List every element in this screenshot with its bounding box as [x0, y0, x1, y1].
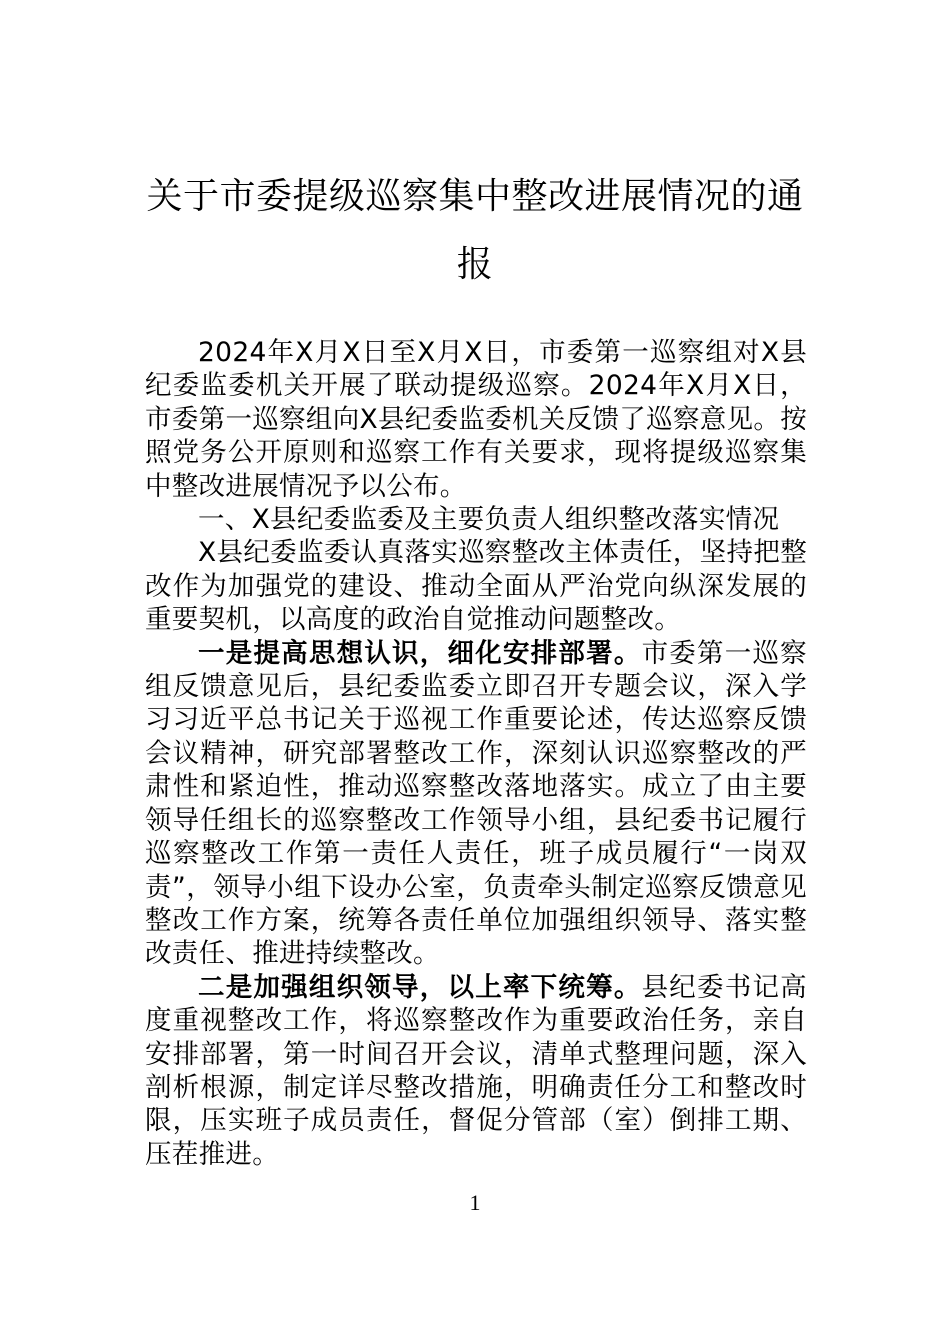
point-1-paragraph: [145, 637, 807, 971]
paragraph-text: X县纪委监委认真落实巡察整改主体责任，坚持把整改作为加强党的建设、推动全面从严治党向纵深发展的重要契机，以高度的政治自觉推动问题整改。: [145, 537, 807, 636]
section-heading-text: 一、X县纪委监委及主要负责人组织整改落实情况: [198, 504, 780, 536]
paragraph-text: 2024年X月X日至X月X日，市委第一巡察组对X县纪委监委机关开展了联动提级巡察。2024年X月X日，市委第一巡察组向X县纪委监委机关反馈了巡察意见。按照党务公开原则和巡察工作有关要求，现将提级巡察集中整改进展情况予以公布。: [145, 337, 807, 502]
intro-paragraph: [145, 336, 807, 503]
document-title: [145, 163, 805, 299]
title-line-2: 报: [456, 244, 494, 285]
section-1-intro-paragraph: [145, 536, 807, 636]
point-2-lead: 二是加强组织领导，以上率下统筹。: [198, 971, 642, 1003]
page-number: 1: [469, 1190, 481, 1215]
section-heading-1: [145, 503, 807, 536]
document-body: [145, 336, 807, 1171]
point-1-lead: 一是提高思想认识，细化安排部署。: [198, 637, 642, 669]
paragraph-text: 市委第一巡察组反馈意见后，县纪委监委立即召开专题会议，深入学习习近平总书记关于巡视工作重要论述，传达巡察反馈会议精神，研究部署整改工作，深刻认识巡察整改的严肃性和紧迫性，推动巡察整改落地落实。成立了由主要领导任组长的巡察整改工作领导小组，县纪委书记履行巡察整改工作第一责任人责任，班子成员履行“一岗双责”，领导小组下设办公室，负责牵头制定巡察反馈意见整改工作方案，统筹各责任单位加强组织领导、落实整改责任、推进持续整改。: [145, 637, 807, 970]
point-2-paragraph: [145, 971, 807, 1171]
title-line-1: 关于市委提级巡察集中整改进展情况的通: [146, 176, 804, 217]
paragraph-text: 县纪委书记高度重视整改工作，将巡察整改作为重要政治任务，亲自安排部署，第一时间召开会议，清单式整理问题，深入剖析根源，制定详尽整改措施，明确责任分工和整改时限，压实班子成员责任，督促分管部（室）倒排工期、压茬推进。: [145, 971, 807, 1170]
